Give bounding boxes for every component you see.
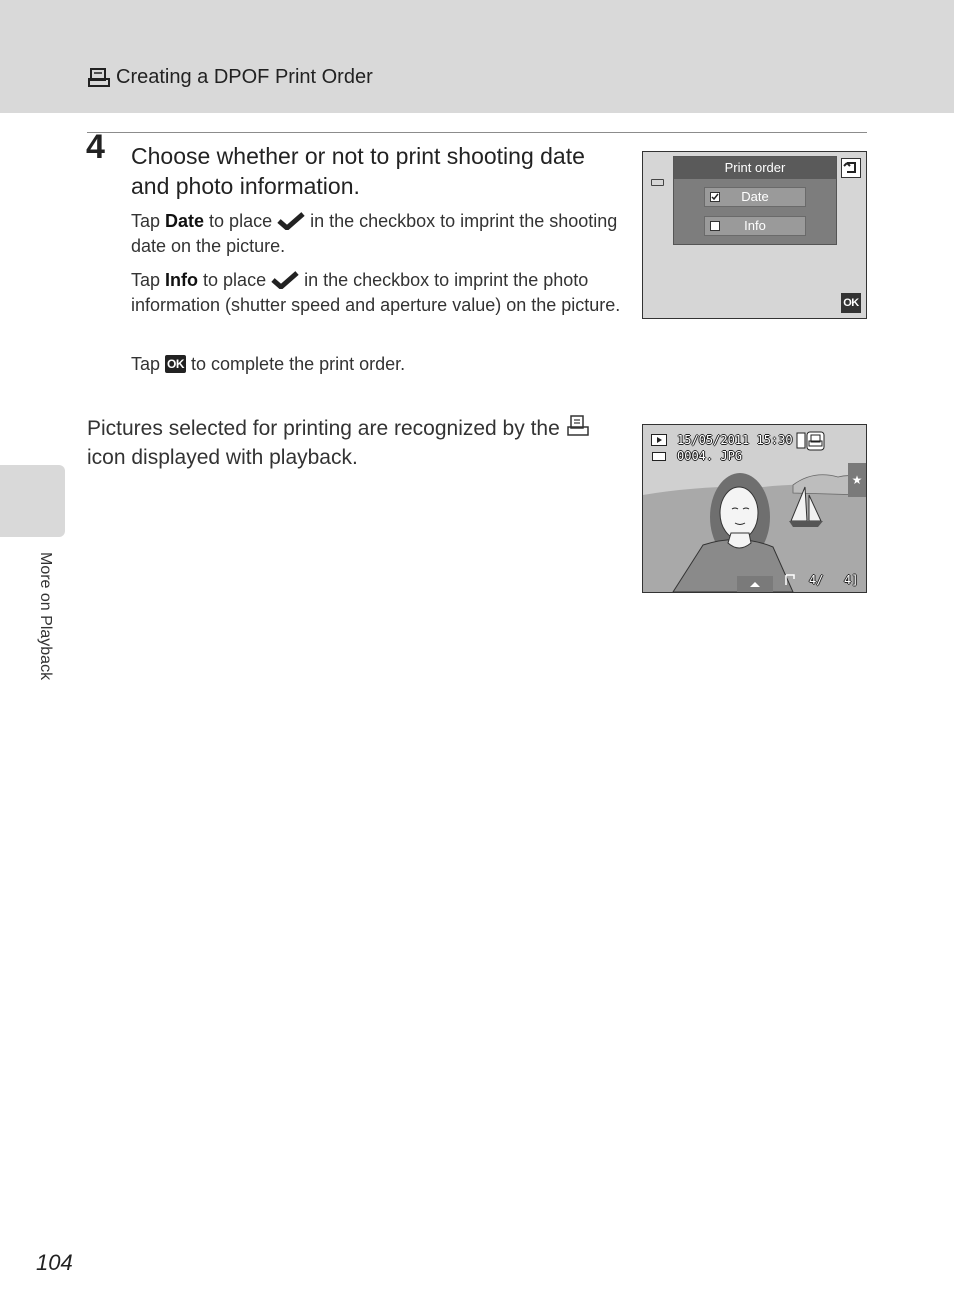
header-title: [88, 66, 373, 89]
image-counter-total: 4]: [844, 573, 859, 587]
section-tab: [0, 465, 65, 537]
step-number: 4: [86, 128, 105, 166]
section-rule: [87, 132, 867, 133]
header-band: [0, 0, 954, 113]
memory-indicator-icon: [784, 574, 796, 586]
menu-item-date[interactable]: Date: [704, 187, 806, 207]
memory-card-icon: [652, 452, 666, 461]
check-mark-icon: [277, 212, 305, 230]
play-mode-icon: [651, 434, 667, 446]
step-title: Choose whether or not to print shooting date and photo information.: [131, 143, 585, 199]
instruction-ok: Tap OK to complete the print order.: [131, 354, 406, 374]
page-number: 104: [36, 1250, 73, 1275]
playback-note: Pictures selected for printing are recognized by the icon displayed with playback.: [87, 414, 617, 472]
print-order-icon: [796, 431, 826, 451]
menu-item-info[interactable]: Info: [704, 216, 806, 236]
print-order-menu: [673, 156, 837, 245]
print-order-icon: [566, 414, 590, 438]
checkbox-unchecked-icon[interactable]: [710, 221, 720, 231]
checkbox-checked-icon[interactable]: [710, 192, 720, 202]
check-mark-icon: [271, 271, 299, 289]
shooting-datetime: 15/05/2011 15:30: [677, 433, 793, 447]
header-title-text: Creating a DPOF Print Order: [116, 66, 373, 88]
memory-card-icon: [651, 179, 664, 186]
menu-title: Print order: [674, 157, 836, 179]
back-icon[interactable]: [841, 158, 861, 178]
instruction-info: Tap Info to place in the checkbox to imprint the photo information (shutter speed and aperture value) on the picture.: [131, 270, 621, 315]
print-order-icon: [88, 68, 110, 88]
ok-icon: OK: [167, 357, 185, 371]
playback-screen: [642, 424, 867, 593]
section-label: More on Playback: [37, 552, 54, 681]
ok-button[interactable]: OK: [841, 293, 861, 313]
scroll-up-button[interactable]: [737, 576, 773, 592]
file-name: 0004. JPG: [677, 449, 743, 463]
image-counter-current: 4/: [809, 573, 824, 587]
favorite-star-icon[interactable]: ★: [848, 463, 866, 497]
print-order-screen: [642, 151, 867, 319]
instruction-date: Tap Date to place in the checkbox to imprint the shooting date on the picture.: [131, 211, 618, 256]
